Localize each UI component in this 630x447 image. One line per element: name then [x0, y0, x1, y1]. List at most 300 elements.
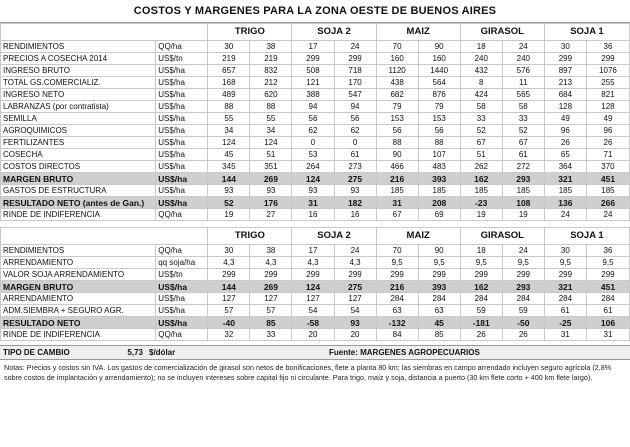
- cell-value: 18: [460, 41, 502, 53]
- row-label: RENDIMIENTOS: [1, 245, 156, 257]
- cell-value: 620: [250, 89, 292, 101]
- row-label: RESULTADO NETO: [1, 317, 156, 329]
- cell-value: 182: [334, 197, 376, 209]
- cell-value: 24: [334, 245, 376, 257]
- row-label: INGRESO NETO: [1, 89, 156, 101]
- table-row: [1, 161, 630, 173]
- cell-value: 33: [250, 329, 292, 341]
- row-unit: QQ/ha: [156, 245, 208, 257]
- cell-value: 88: [208, 101, 250, 113]
- cell-value: 17: [292, 41, 334, 53]
- cell-value: 88: [250, 101, 292, 113]
- cell-value: -58: [292, 317, 334, 329]
- row-unit: US$/tn: [156, 269, 208, 281]
- cell-value: 718: [334, 65, 376, 77]
- cell-value: 262: [460, 161, 502, 173]
- cell-value: 4,3: [250, 257, 292, 269]
- cell-value: 24: [586, 209, 629, 221]
- cell-value: 185: [418, 185, 460, 197]
- row-unit: US$/ha: [156, 197, 208, 209]
- cell-value: 185: [376, 185, 418, 197]
- source-text: Fuente: MARGENES AGROPECUARIOS: [329, 348, 480, 357]
- row-unit: US$/ha: [156, 161, 208, 173]
- cell-value: 388: [292, 89, 334, 101]
- cell-value: 38: [250, 41, 292, 53]
- cell-value: 17: [292, 245, 334, 257]
- row-unit: US$/ha: [156, 77, 208, 89]
- cell-value: 19: [460, 209, 502, 221]
- table-row: [1, 293, 630, 305]
- cell-value: 0: [292, 137, 334, 149]
- table-row: [1, 269, 630, 281]
- cell-value: 31: [586, 329, 629, 341]
- cell-value: 65: [544, 149, 586, 161]
- cell-value: 67: [502, 137, 544, 149]
- cell-value: 70: [376, 245, 418, 257]
- cell-value: -23: [460, 197, 502, 209]
- cell-value: 1076: [586, 65, 629, 77]
- row-label: RENDIMIENTOS: [1, 41, 156, 53]
- cell-value: 88: [376, 137, 418, 149]
- cell-value: 170: [334, 77, 376, 89]
- cell-value: 299: [586, 53, 629, 65]
- cell-value: 345: [208, 161, 250, 173]
- cell-value: 9,5: [418, 257, 460, 269]
- cell-value: 821: [586, 89, 629, 101]
- cell-value: 284: [586, 293, 629, 305]
- cell-value: -50: [502, 317, 544, 329]
- rent-header-row: [1, 228, 630, 245]
- cell-value: 16: [292, 209, 334, 221]
- cell-value: 57: [208, 305, 250, 317]
- cell-value: 24: [544, 209, 586, 221]
- cell-value: 451: [586, 281, 629, 293]
- row-unit: qq soja/ha: [156, 257, 208, 269]
- cell-value: 61: [334, 149, 376, 161]
- cell-value: 30: [544, 41, 586, 53]
- cell-value: 124: [292, 173, 334, 185]
- cell-value: 284: [544, 293, 586, 305]
- cell-value: 216: [376, 281, 418, 293]
- cell-value: 56: [334, 113, 376, 125]
- row-label: RESULTADO NETO (antes de Gan.): [1, 197, 156, 209]
- row-unit: US$/ha: [156, 137, 208, 149]
- admin-table: [0, 23, 630, 221]
- crop-header: GIRASOL: [460, 228, 544, 245]
- row-label: LABRANZAS (por contratista): [1, 101, 156, 113]
- cell-value: 54: [334, 305, 376, 317]
- cell-value: 124: [292, 281, 334, 293]
- cell-value: 0: [334, 137, 376, 149]
- cell-value: 299: [460, 269, 502, 281]
- cell-value: 51: [460, 149, 502, 161]
- cell-value: 63: [376, 305, 418, 317]
- cell-value: 19: [502, 209, 544, 221]
- cell-value: 393: [418, 173, 460, 185]
- cell-value: 160: [376, 53, 418, 65]
- section-title: EN CAMPO ARRENDADO: [1, 228, 208, 245]
- table-row: [1, 149, 630, 161]
- cell-value: 67: [460, 137, 502, 149]
- cell-value: 127: [208, 293, 250, 305]
- cell-value: 576: [502, 65, 544, 77]
- cell-value: 31: [376, 197, 418, 209]
- cell-value: 61: [586, 305, 629, 317]
- cell-value: 299: [208, 269, 250, 281]
- cell-value: 284: [418, 293, 460, 305]
- exchange-unit: $/dólar: [149, 348, 176, 357]
- cell-value: 168: [208, 77, 250, 89]
- cell-value: 24: [502, 245, 544, 257]
- cell-value: 299: [334, 53, 376, 65]
- cell-value: 34: [208, 125, 250, 137]
- cell-value: 94: [334, 101, 376, 113]
- table-row: [1, 77, 630, 89]
- cell-value: -25: [544, 317, 586, 329]
- cell-value: 55: [250, 113, 292, 125]
- cell-value: 58: [460, 101, 502, 113]
- cell-value: 127: [292, 293, 334, 305]
- row-unit: US$/ha: [156, 173, 208, 185]
- cell-value: 565: [502, 89, 544, 101]
- cell-value: 185: [460, 185, 502, 197]
- crop-header: GIRASOL: [460, 24, 544, 41]
- cell-value: 96: [586, 125, 629, 137]
- cell-value: 52: [208, 197, 250, 209]
- cell-value: 4,3: [334, 257, 376, 269]
- cell-value: 90: [418, 245, 460, 257]
- cell-value: 9,5: [376, 257, 418, 269]
- cell-value: 832: [250, 65, 292, 77]
- row-label: COSECHA: [1, 149, 156, 161]
- cell-value: 213: [544, 77, 586, 89]
- cell-value: 4,3: [292, 257, 334, 269]
- section-title: POR ADMINISTRACIÓN: [1, 24, 208, 41]
- table-row: [1, 113, 630, 125]
- cell-value: 96: [544, 125, 586, 137]
- cell-value: 162: [460, 173, 502, 185]
- cell-value: 185: [544, 185, 586, 197]
- cell-value: 9,5: [544, 257, 586, 269]
- row-label: INGRESO BRUTO: [1, 65, 156, 77]
- table-row: [1, 41, 630, 53]
- row-label: AGROQUIMICOS: [1, 125, 156, 137]
- cell-value: 564: [418, 77, 460, 89]
- exchange-label: TIPO DE CAMBIO: [3, 348, 70, 357]
- cell-value: 438: [376, 77, 418, 89]
- row-unit: US$/ha: [156, 293, 208, 305]
- cell-value: 90: [418, 41, 460, 53]
- cell-value: 185: [586, 185, 629, 197]
- cell-value: 19: [208, 209, 250, 221]
- cell-value: 876: [418, 89, 460, 101]
- cell-value: 299: [292, 53, 334, 65]
- cell-value: 9,5: [460, 257, 502, 269]
- row-unit: US$/ha: [156, 113, 208, 125]
- cell-value: 93: [334, 185, 376, 197]
- cell-value: 219: [250, 53, 292, 65]
- cell-value: 269: [250, 281, 292, 293]
- cell-value: 162: [460, 281, 502, 293]
- row-unit: US$/ha: [156, 89, 208, 101]
- cell-value: 30: [544, 245, 586, 257]
- cell-value: 8: [460, 77, 502, 89]
- cell-value: 93: [250, 185, 292, 197]
- row-unit: US$/tn: [156, 53, 208, 65]
- cell-value: 56: [292, 113, 334, 125]
- cell-value: 108: [502, 197, 544, 209]
- cell-value: 90: [376, 149, 418, 161]
- cell-value: 124: [208, 137, 250, 149]
- table-row: [1, 209, 630, 221]
- cell-value: 127: [334, 293, 376, 305]
- cell-value: 275: [334, 173, 376, 185]
- table-row: [1, 125, 630, 137]
- cell-value: 70: [376, 41, 418, 53]
- row-unit: US$/ha: [156, 125, 208, 137]
- cell-value: 20: [292, 329, 334, 341]
- cell-value: 30: [208, 41, 250, 53]
- cell-value: 57: [250, 305, 292, 317]
- cell-value: 321: [544, 281, 586, 293]
- cell-value: 61: [544, 305, 586, 317]
- cell-value: 26: [586, 137, 629, 149]
- notes-text: Notas: Precios y costos sin IVA. Los gastos de comercialización de girasol son netos de bonificaciones, flete a planta 80 km; las siembras en campo arrendado incluyen seguro agrícola (2,8% sobre costos de implantación y arrendamiento); no se incluyen intereses sobre capital fijo ni circulante. Para trigo, maíz y soja, distancia a puerto (30 km flete corto + 400 km flete largo).: [4, 363, 612, 382]
- cell-value: 219: [208, 53, 250, 65]
- row-label: MARGEN BRUTO: [1, 173, 156, 185]
- cell-value: 33: [502, 113, 544, 125]
- cell-value: 93: [208, 185, 250, 197]
- cell-value: 4,3: [208, 257, 250, 269]
- cell-value: -40: [208, 317, 250, 329]
- cell-value: 45: [208, 149, 250, 161]
- cell-value: 682: [376, 89, 418, 101]
- cell-value: 299: [502, 269, 544, 281]
- cell-value: 321: [544, 173, 586, 185]
- cell-value: 144: [208, 281, 250, 293]
- cell-value: 45: [418, 317, 460, 329]
- exchange-footer: [0, 345, 630, 360]
- crop-header: SOJA 1: [544, 228, 629, 245]
- row-label: ADM.SIEMBRA + SEGURO AGR.: [1, 305, 156, 317]
- cell-value: 62: [334, 125, 376, 137]
- cell-value: 38: [250, 245, 292, 257]
- cell-value: 49: [544, 113, 586, 125]
- row-label: SEMILLA: [1, 113, 156, 125]
- cell-value: 85: [250, 317, 292, 329]
- cell-value: 424: [460, 89, 502, 101]
- cell-value: 144: [208, 173, 250, 185]
- cell-value: 30: [208, 245, 250, 257]
- cell-value: 88: [418, 137, 460, 149]
- row-label: MARGEN BRUTO: [1, 281, 156, 293]
- row-label: GASTOS DE ESTRUCTURA: [1, 185, 156, 197]
- row-unit: US$/ha: [156, 149, 208, 161]
- cell-value: 185: [502, 185, 544, 197]
- cell-value: 62: [292, 125, 334, 137]
- cell-value: 9,5: [586, 257, 629, 269]
- cell-value: 266: [586, 197, 629, 209]
- crop-header: TRIGO: [208, 228, 292, 245]
- cell-value: 26: [544, 137, 586, 149]
- cell-value: 160: [418, 53, 460, 65]
- cell-value: 299: [250, 269, 292, 281]
- cell-value: 299: [376, 269, 418, 281]
- cell-value: 53: [292, 149, 334, 161]
- cell-value: 284: [376, 293, 418, 305]
- cell-value: 121: [292, 77, 334, 89]
- cell-value: 94: [292, 101, 334, 113]
- cell-value: 52: [460, 125, 502, 137]
- cell-value: 284: [502, 293, 544, 305]
- cell-value: 51: [250, 149, 292, 161]
- table-row: [1, 137, 630, 149]
- row-label: PRECIOS A COSECHA 2014: [1, 53, 156, 65]
- cell-value: 299: [544, 269, 586, 281]
- cell-value: 33: [460, 113, 502, 125]
- cell-value: 107: [418, 149, 460, 161]
- row-unit: US$/ha: [156, 101, 208, 113]
- cell-value: 71: [586, 149, 629, 161]
- cell-value: 79: [418, 101, 460, 113]
- cell-value: 212: [250, 77, 292, 89]
- crop-header: MAIZ: [376, 228, 460, 245]
- cell-value: 20: [334, 329, 376, 341]
- row-unit: US$/ha: [156, 317, 208, 329]
- cell-value: 240: [460, 53, 502, 65]
- table-row: [1, 257, 630, 269]
- cell-value: 55: [208, 113, 250, 125]
- crop-header: SOJA 2: [292, 228, 376, 245]
- cell-value: 684: [544, 89, 586, 101]
- row-unit: US$/ha: [156, 65, 208, 77]
- row-label: ARRENDAMIENTO: [1, 257, 156, 269]
- table-row: [1, 65, 630, 77]
- cell-value: 79: [376, 101, 418, 113]
- cell-value: 136: [544, 197, 586, 209]
- cell-value: 393: [418, 281, 460, 293]
- cell-value: 106: [586, 317, 629, 329]
- cell-value: 93: [334, 317, 376, 329]
- table-row: [1, 89, 630, 101]
- cell-value: 264: [292, 161, 334, 173]
- cell-value: 451: [586, 173, 629, 185]
- cell-value: 299: [334, 269, 376, 281]
- table-row: [1, 317, 630, 329]
- cell-value: 32: [208, 329, 250, 341]
- cell-value: 85: [418, 329, 460, 341]
- cell-value: 54: [292, 305, 334, 317]
- cell-value: 364: [544, 161, 586, 173]
- cell-value: 26: [502, 329, 544, 341]
- cell-value: 216: [376, 173, 418, 185]
- cell-value: 299: [586, 269, 629, 281]
- crop-header: TRIGO: [208, 24, 292, 41]
- row-label: RINDE DE INDIFERENCIA: [1, 209, 156, 221]
- cell-value: 11: [502, 77, 544, 89]
- cell-value: 16: [334, 209, 376, 221]
- cell-value: 299: [292, 269, 334, 281]
- cell-value: 49: [586, 113, 629, 125]
- cell-value: 293: [502, 281, 544, 293]
- cell-value: 31: [292, 197, 334, 209]
- crop-header: SOJA 2: [292, 24, 376, 41]
- cell-value: 93: [292, 185, 334, 197]
- cell-value: 1440: [418, 65, 460, 77]
- cell-value: 58: [502, 101, 544, 113]
- cell-value: 208: [418, 197, 460, 209]
- cell-value: 370: [586, 161, 629, 173]
- cell-value: 275: [334, 281, 376, 293]
- cell-value: 508: [292, 65, 334, 77]
- cell-value: 489: [208, 89, 250, 101]
- cell-value: 657: [208, 65, 250, 77]
- table-row: [1, 245, 630, 257]
- crop-header: MAIZ: [376, 24, 460, 41]
- cell-value: 240: [502, 53, 544, 65]
- cell-value: 56: [418, 125, 460, 137]
- table-row: [1, 53, 630, 65]
- cell-value: 293: [502, 173, 544, 185]
- row-label: ARRENDAMIENTO: [1, 293, 156, 305]
- cell-value: 24: [502, 41, 544, 53]
- cell-value: 176: [250, 197, 292, 209]
- table-row: [1, 173, 630, 185]
- cell-value: 67: [376, 209, 418, 221]
- row-unit: US$/ha: [156, 281, 208, 293]
- cell-value: 124: [250, 137, 292, 149]
- table-row: [1, 197, 630, 209]
- table-row: [1, 281, 630, 293]
- cell-value: 69: [418, 209, 460, 221]
- cell-value: 31: [544, 329, 586, 341]
- cell-value: 9,5: [502, 257, 544, 269]
- row-unit: US$/ha: [156, 305, 208, 317]
- cell-value: 351: [250, 161, 292, 173]
- row-unit: US$/ha: [156, 185, 208, 197]
- cell-value: 59: [460, 305, 502, 317]
- cell-value: 1120: [376, 65, 418, 77]
- cell-value: 18: [460, 245, 502, 257]
- table-row: [1, 329, 630, 341]
- cell-value: 466: [376, 161, 418, 173]
- rent-table: [0, 227, 630, 341]
- row-label: VALOR SOJA ARRENDAMIENTO: [1, 269, 156, 281]
- row-label: COSTOS DIRECTOS: [1, 161, 156, 173]
- cell-value: 128: [586, 101, 629, 113]
- cell-value: 127: [250, 293, 292, 305]
- cell-value: 27: [250, 209, 292, 221]
- cell-value: 272: [502, 161, 544, 173]
- row-label: TOTAL GS.COMERCIALIZ.: [1, 77, 156, 89]
- cell-value: 59: [502, 305, 544, 317]
- cell-value: 483: [418, 161, 460, 173]
- row-unit: QQ/ha: [156, 209, 208, 221]
- cell-value: 273: [334, 161, 376, 173]
- cell-value: 547: [334, 89, 376, 101]
- table-row: [1, 305, 630, 317]
- cell-value: 153: [376, 113, 418, 125]
- cell-value: 63: [418, 305, 460, 317]
- cell-value: 432: [460, 65, 502, 77]
- cell-value: 36: [586, 41, 629, 53]
- cell-value: 128: [544, 101, 586, 113]
- cell-value: 24: [334, 41, 376, 53]
- cell-value: 269: [250, 173, 292, 185]
- cell-value: 26: [460, 329, 502, 341]
- cell-value: 255: [586, 77, 629, 89]
- admin-header-row: [1, 24, 630, 41]
